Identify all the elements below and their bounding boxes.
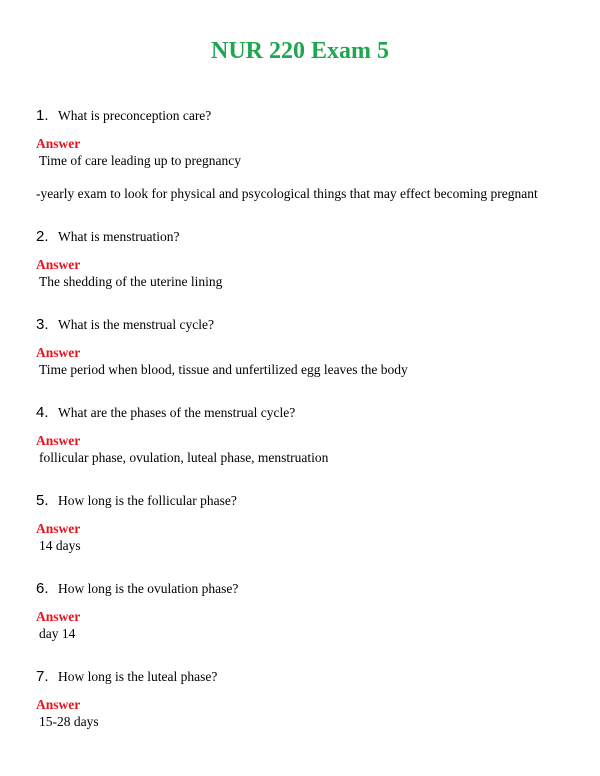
question-text: How long is the ovulation phase?: [58, 581, 239, 596]
answer-extra-text: -yearly exam to look for physical and psycological things that may effect becoming pregnant: [36, 186, 538, 201]
question-text: How long is the follicular phase?: [58, 493, 237, 508]
answer-text: Time period when blood, tissue and unfertilized egg leaves the body: [39, 362, 408, 377]
question-line: [36, 491, 576, 511]
qa-item-4: [36, 403, 576, 466]
question-text: What is the menstrual cycle?: [58, 317, 214, 332]
question-text: What is preconception care?: [58, 108, 212, 123]
answer-label: Answer: [36, 697, 81, 712]
qa-item-6: [36, 579, 576, 642]
question-number: 2.: [36, 228, 49, 245]
question-number: 4.: [36, 404, 49, 421]
question-line: [36, 403, 576, 423]
answer-label: Answer: [36, 521, 81, 536]
question-line: [36, 106, 576, 126]
qa-item-5: [36, 491, 576, 554]
question-line: [36, 227, 576, 247]
answer-text: Time of care leading up to pregnancy: [39, 153, 241, 168]
question-text: What is menstruation?: [58, 229, 180, 244]
question-line: [36, 667, 576, 687]
page-title: NUR 220 Exam 5: [211, 38, 389, 64]
answer-text: 14 days: [39, 538, 81, 553]
question-number: 5.: [36, 492, 49, 509]
answer-text: day 14: [39, 626, 76, 641]
answer-label: Answer: [36, 345, 81, 360]
answer-text: 15-28 days: [39, 714, 99, 729]
answer-label: Answer: [36, 609, 81, 624]
question-number: 1.: [36, 107, 49, 124]
question-number: 7.: [36, 668, 49, 685]
answer-text: follicular phase, ovulation, luteal phase, menstruation: [39, 450, 329, 465]
answer-text: The shedding of the uterine lining: [39, 274, 223, 289]
question-line: [36, 315, 576, 335]
qa-item-7: [36, 667, 576, 730]
question-number: 6.: [36, 580, 49, 597]
qa-item-2: [36, 227, 576, 290]
question-text: How long is the luteal phase?: [58, 669, 218, 684]
question-text: What are the phases of the menstrual cycle?: [58, 405, 296, 420]
answer-label: Answer: [36, 136, 81, 151]
qa-item-3: [36, 315, 576, 378]
question-number: 3.: [36, 316, 49, 333]
qa-item-1: [36, 106, 576, 202]
question-line: [36, 579, 576, 599]
answer-label: Answer: [36, 433, 81, 448]
answer-label: Answer: [36, 257, 81, 272]
